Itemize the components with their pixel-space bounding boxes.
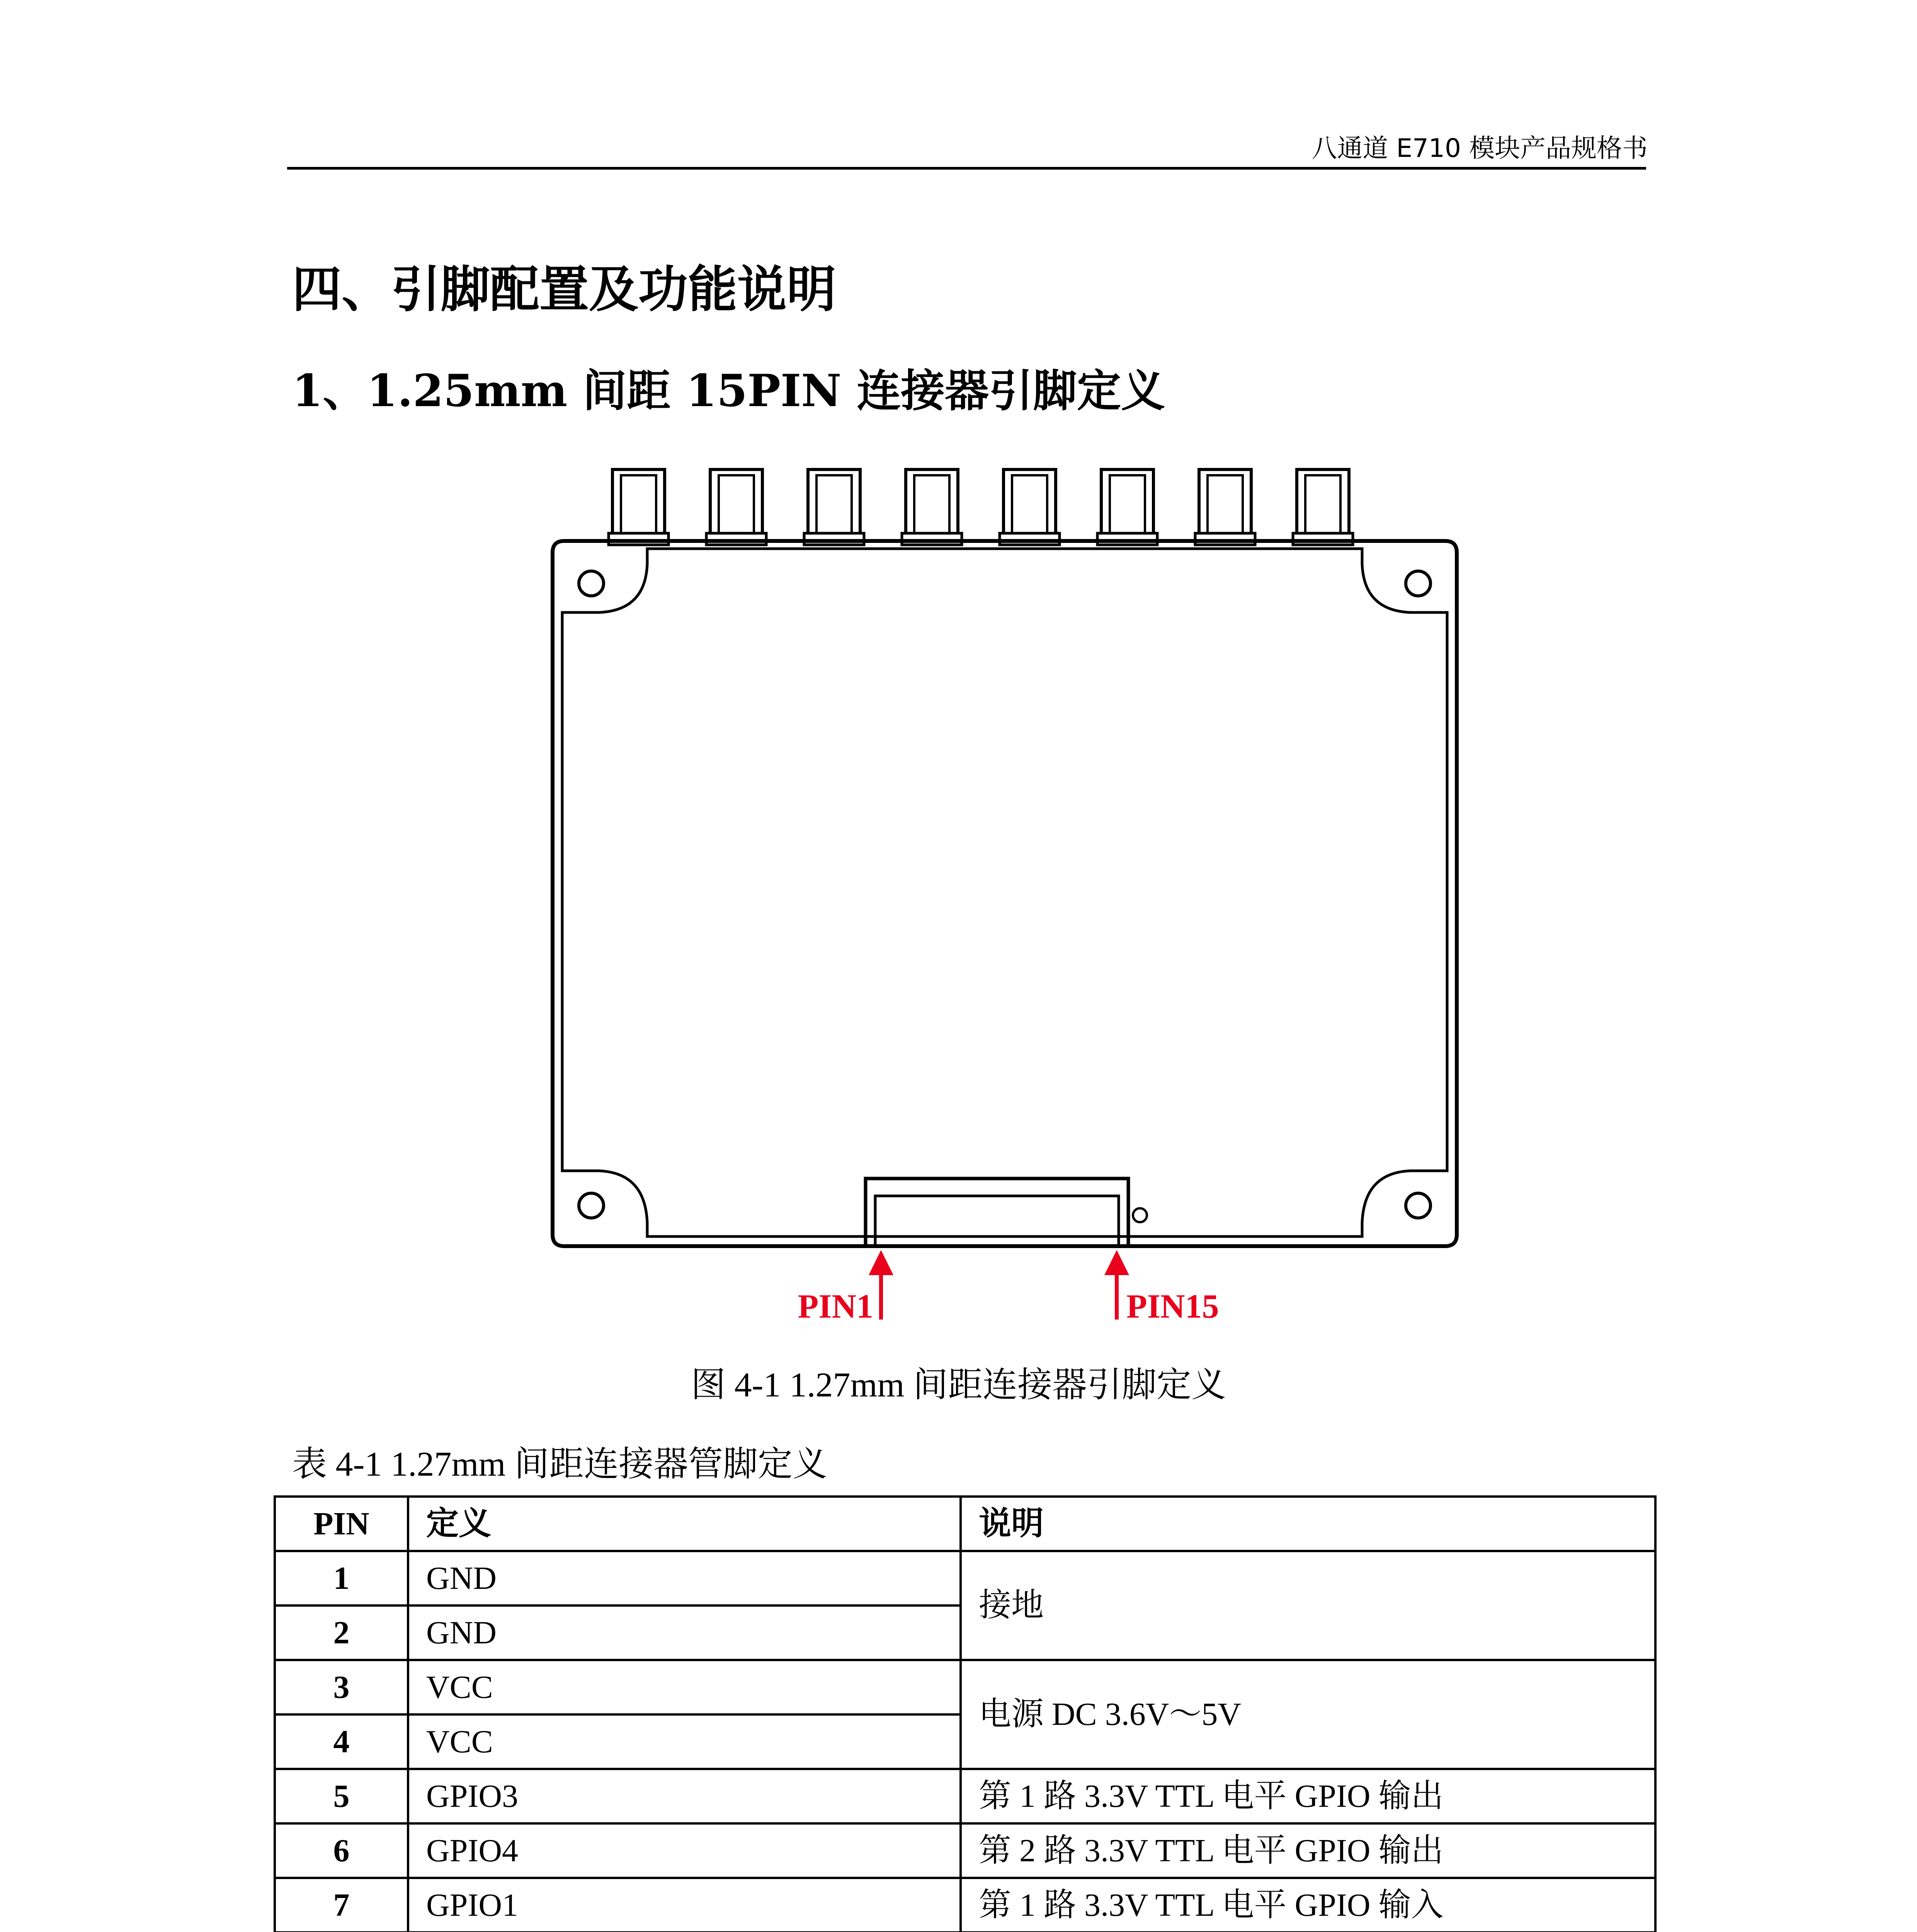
pin-definition: GPIO1 — [408, 1878, 961, 1932]
pin1-label: PIN1 — [798, 1288, 873, 1325]
pin-number: 2 — [275, 1605, 408, 1660]
pin-connector-inner — [875, 1196, 1119, 1246]
pin-description: 第 1 路 3.3V TTL 电平 GPIO 输出 — [961, 1769, 1655, 1823]
antenna-connector — [1097, 469, 1157, 545]
table-row — [275, 1551, 1655, 1605]
module-inner-outline — [562, 549, 1447, 1236]
pin-number: 4 — [275, 1714, 408, 1769]
antenna-connector — [1293, 469, 1353, 545]
table-caption: 表 4-1 1.27mm 间距连接器管脚定义 — [292, 1445, 827, 1483]
pin-description: 接地 — [961, 1551, 1655, 1660]
pin-definition: VCC — [408, 1714, 961, 1769]
pin-arrows — [869, 1250, 1129, 1320]
mount-hole-top-right — [1406, 571, 1431, 596]
antenna-connector — [804, 469, 864, 545]
pin-number: 6 — [275, 1823, 408, 1878]
section-heading: 四、引脚配置及功能说明 — [292, 261, 837, 318]
mount-hole-bottom-left — [579, 1193, 604, 1218]
subsection-heading: 1、1.25mm 间距 15PIN 连接器引脚定义 — [292, 365, 1165, 417]
pin-definition: GPIO3 — [408, 1769, 961, 1823]
header-rule — [287, 167, 1646, 170]
table-row — [275, 1769, 1655, 1823]
pin-description: 第 2 路 3.3V TTL 电平 GPIO 输出 — [961, 1823, 1655, 1878]
header-pin: PIN — [275, 1497, 408, 1551]
pin-number: 3 — [275, 1660, 408, 1714]
mount-hole-bottom-right — [1406, 1193, 1431, 1218]
pin-description: 电源 DC 3.6V～5V — [961, 1660, 1655, 1769]
connector-marker — [1133, 1208, 1147, 1222]
pin-description: 第 1 路 3.3V TTL 电平 GPIO 输入 — [961, 1878, 1655, 1932]
antenna-connector — [902, 469, 962, 545]
pin-number: 7 — [275, 1878, 408, 1932]
mount-hole-top-left — [579, 571, 604, 596]
pin-definition: GPIO4 — [408, 1823, 961, 1878]
figure-caption: 图 4-1 1.27mm 间距连接器引脚定义 — [691, 1366, 1226, 1404]
table-row — [275, 1823, 1655, 1878]
pin-definition: VCC — [408, 1660, 961, 1714]
pin-definition: GND — [408, 1605, 961, 1660]
pin15-label: PIN15 — [1126, 1288, 1219, 1325]
antenna-connector — [1195, 469, 1255, 545]
antenna-connector — [609, 469, 668, 545]
document-header-title: 八通道 E710 模块产品规格书 — [1311, 133, 1648, 163]
module-board-outline — [553, 541, 1457, 1246]
table-header-row — [275, 1497, 1655, 1551]
pin-definition-table — [274, 1495, 1657, 1932]
pin-number: 5 — [275, 1769, 408, 1823]
header-description: 说明 — [961, 1497, 1655, 1551]
table-row — [275, 1660, 1655, 1714]
antenna-connector-group — [609, 469, 1353, 545]
header-definition: 定义 — [408, 1497, 961, 1551]
antenna-connector — [1000, 469, 1060, 545]
table-row — [275, 1878, 1655, 1932]
antenna-connector — [706, 469, 766, 545]
module-pin-figure — [541, 458, 1468, 1335]
pin-definition: GND — [408, 1551, 961, 1605]
module-outline-drawing — [541, 458, 1468, 1335]
pin15-arrow — [1104, 1250, 1129, 1320]
pin-number: 1 — [275, 1551, 408, 1605]
